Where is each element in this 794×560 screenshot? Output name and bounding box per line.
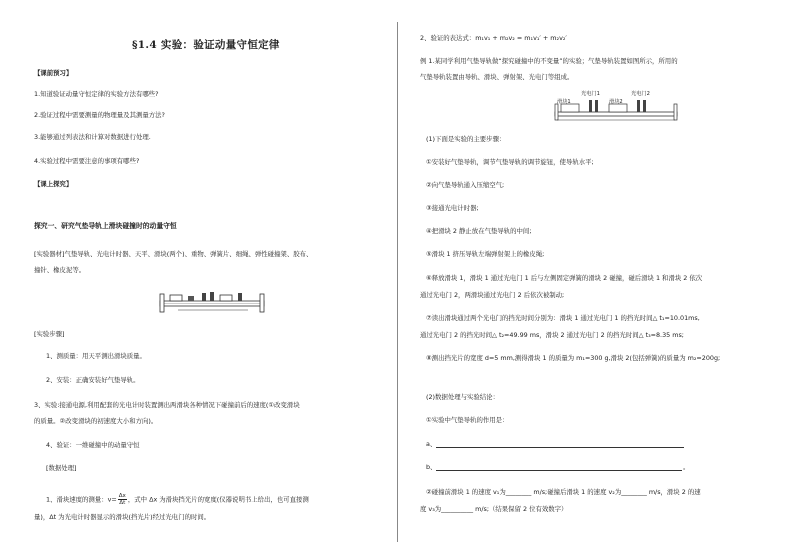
page-title: §1.4 实验：验证动量守恒定律 <box>132 39 280 51</box>
preview-question: 3.能够通过列表法和计算对数据进行处理. <box>34 133 151 141</box>
velocity-fraction <box>118 493 127 506</box>
formula-suffix: ，式中 Δx 为滑块挡光片的宽度(仪器说明书上给出，也可直接测 <box>127 495 309 504</box>
explore-heading: 【课上探究】 <box>34 180 73 188</box>
q1-step: ⑦读出滑块通过两个光电门的挡光时间分别为：滑块 1 通过光电门 1 的挡光时间△ t₁=10.01ms, <box>426 314 700 322</box>
q1-step: 通过光电门 2，两滑块通过光电门 2 后依次被制动; <box>420 291 565 299</box>
steps-heading: [实验步骤] <box>34 330 65 338</box>
verify-expression: 2、验证的表达式：m₁v₁ + m₂v₂ = m₁v₁′ + m₂v₂′ <box>420 34 567 42</box>
step-item: 4、验证：一维碰撞中的动量守恒 <box>46 441 140 449</box>
air-track-figure <box>158 288 266 314</box>
q1-step: ⑤滑块 1 挤压导轨左端弹射架上的橡皮绳; <box>426 250 545 258</box>
q1-heading: (1)下面是实验的主要步骤： <box>426 135 506 143</box>
q1-step: ①安装好气垫导轨，调节气垫导轨的调节旋钮，使导轨水平; <box>426 158 594 166</box>
q1-step: ②向气垫导轨通入压缩空气; <box>426 181 505 189</box>
q1-step: 通过光电门 2 的挡光时间△ t₂=49.99 ms，滑块 2 通过光电门 2 的挡光时间△ t₃=8.35 ms; <box>420 331 684 339</box>
fraction-numerator: Δx <box>118 493 126 499</box>
example-text: 例 1.某同学利用气垫导轨做“探究碰撞中的不变量”的实验；气垫导轨装置如图所示，所用的 <box>420 57 678 65</box>
section-title: 探究一、研究气垫导轨上滑块碰撞时的动量守恒 <box>34 222 177 230</box>
step-item: 1、测质量：用天平测出滑块质量。 <box>46 352 146 360</box>
step-item: 的质量。②改变滑块的初速度大小和方向)。 <box>34 417 158 425</box>
preview-heading: 【课前预习】 <box>34 69 73 77</box>
step-item: 3、实验:接通电源,利用配套的光电计时装置测出两滑块各种情况下碰撞前后的速度(①改变滑块 <box>34 401 300 409</box>
q2-subquestion: 度 v₃为__________ m/s;（结果保留 2 位有效数字） <box>420 505 568 513</box>
answer-label-a: a、 <box>426 440 437 448</box>
preview-question: 2.验证过程中需要测量的物理量及其测量方法? <box>34 111 165 119</box>
apparatus-drawing <box>551 90 681 126</box>
step-item: 2、安装：正确安装好气垫导轨。 <box>46 376 140 384</box>
column-divider <box>397 22 398 542</box>
q1-step: ③接通光电计时器; <box>426 204 479 212</box>
example-text: 气垫导轨装置由导轨、滑块、弹射架、光电门等组成。 <box>420 73 574 81</box>
apparatus-figure <box>551 90 681 126</box>
velocity-formula-line <box>46 493 309 506</box>
q2-subquestion: ②碰撞前滑块 1 的速度 v₁为________ m/s;碰撞后滑块 1 的速度 v₂为________ m/s，滑块 2 的速 <box>426 488 701 496</box>
fraction-denominator: Δt <box>119 500 126 506</box>
q1-step: ⑥释放滑块 1，滑块 1 通过光电门 1 后与左侧固定弹簧的滑块 2 碰撞，碰后滑块 1 和滑块 2 依次 <box>426 274 703 282</box>
answer-label-b: b、 <box>426 463 437 471</box>
fig-label-slider2: 滑块2 <box>609 99 623 105</box>
preview-question: 4.实验过程中需要注意的事项有哪些? <box>34 157 140 165</box>
q2-heading: (2)数据处理与实验结论： <box>426 393 499 401</box>
fig-label-slider1: 滑块1 <box>557 99 571 105</box>
q1-step: ④把滑块 2 静止放在气垫导轨的中间; <box>426 227 532 235</box>
data-heading: [数据处理] <box>46 464 77 472</box>
formula-explanation: 量)，Δt 为光电计时器显示的滑块(挡光片)经过光电门的时间。 <box>34 513 211 521</box>
q2-subquestion: ①实验中气垫导轨的作用是： <box>426 416 509 424</box>
fig-label-gate2: 光电门2 <box>631 91 650 97</box>
equipment-text: [实验器材]气垫导轨、光电计时器、天平、滑块(两个)、重物、弹簧片、细绳、弹性碰撞架、胶布、 <box>34 250 313 258</box>
q1-step: ⑧测出挡光片的宽度 d=5 mm,测得滑块 1 的质量为 m₁=300 g,滑块 2(包括弹簧)的质量为 m₂=200g; <box>426 354 721 362</box>
formula-v: v= <box>107 495 117 504</box>
answer-blank-a[interactable] <box>436 447 684 448</box>
preview-question: 1.知道验证动量守恒定律的实验方法有哪些? <box>34 90 159 98</box>
answer-blank-b[interactable] <box>436 470 682 471</box>
equipment-text: 撞针、橡皮泥等。 <box>34 266 86 274</box>
answer-period: 。 <box>683 463 690 471</box>
formula-prefix: 1、滑块速度的测量： <box>46 495 108 504</box>
fig-label-gate1: 光电门1 <box>581 91 600 97</box>
